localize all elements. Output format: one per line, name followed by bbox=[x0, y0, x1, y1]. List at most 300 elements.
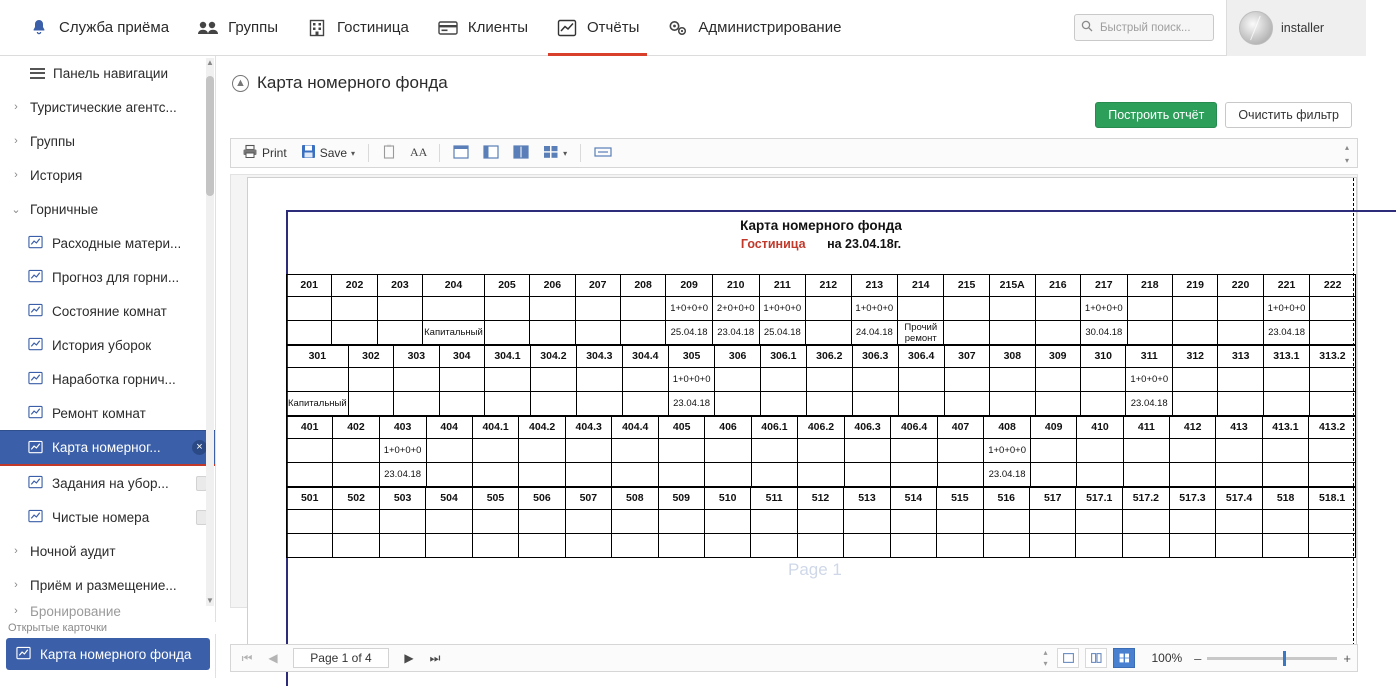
room-value-cell bbox=[348, 392, 393, 416]
sidebar-item-booking[interactable] bbox=[0, 602, 215, 620]
room-value-cell: 1+0+0+0 bbox=[851, 297, 898, 321]
room-data-row bbox=[287, 463, 1356, 487]
room-number-cell: 213 bbox=[851, 275, 898, 297]
sidebar-item-night-audit[interactable] bbox=[0, 534, 215, 568]
room-value-cell bbox=[944, 297, 989, 321]
room-value-cell bbox=[379, 534, 425, 558]
report-viewer[interactable] bbox=[230, 174, 1358, 608]
room-value-cell bbox=[348, 368, 393, 392]
sidebar-item-label: Чистые номера bbox=[52, 509, 150, 525]
room-value-cell bbox=[377, 321, 422, 345]
first-page-button[interactable]: ⏮ bbox=[241, 650, 253, 665]
sidebar-item-label: Группы bbox=[30, 133, 75, 149]
room-header-row bbox=[287, 346, 1356, 368]
room-value-cell bbox=[797, 510, 843, 534]
room-number-cell: 304.4 bbox=[622, 346, 668, 368]
view-mode-two-button[interactable] bbox=[1085, 648, 1107, 668]
build-report-button[interactable]: Построить отчёт bbox=[1095, 102, 1217, 128]
room-number-cell: 510 bbox=[704, 488, 750, 510]
room-value-cell bbox=[705, 463, 751, 487]
toolbar-separator bbox=[580, 144, 581, 162]
room-value-cell bbox=[394, 368, 439, 392]
zoom-slider-knob[interactable] bbox=[1283, 651, 1286, 666]
clear-filter-button[interactable]: Очистить фильтр bbox=[1225, 102, 1352, 128]
room-number-cell: 313 bbox=[1218, 346, 1263, 368]
view-mode-single-button[interactable] bbox=[1057, 648, 1079, 668]
zoom-in-button[interactable]: + bbox=[1343, 650, 1351, 666]
chart-icon bbox=[556, 17, 578, 39]
room-number-cell: 304.1 bbox=[484, 346, 530, 368]
room-number-cell: 206 bbox=[530, 275, 575, 297]
room-value-cell bbox=[1309, 368, 1355, 392]
room-value-cell bbox=[1173, 392, 1218, 416]
report-icon bbox=[16, 646, 32, 662]
room-value-cell bbox=[1216, 463, 1262, 487]
room-value-cell bbox=[852, 392, 898, 416]
room-value-cell bbox=[806, 392, 852, 416]
room-value-cell: 23.04.18 bbox=[379, 463, 426, 487]
report-icon bbox=[28, 269, 44, 285]
room-value-cell bbox=[519, 463, 566, 487]
report-icon bbox=[28, 509, 44, 525]
sidebar-item-travel-agencies[interactable] bbox=[0, 90, 215, 124]
room-number-cell: 503 bbox=[379, 488, 425, 510]
room-value-cell bbox=[1123, 510, 1170, 534]
room-value-cell bbox=[704, 510, 750, 534]
sidebar-item-label: Задания на убор... bbox=[52, 475, 169, 491]
find-button[interactable] bbox=[405, 142, 431, 164]
room-number-cell: 406.3 bbox=[844, 417, 891, 439]
user-menu[interactable] bbox=[1226, 0, 1366, 56]
room-value-cell bbox=[1309, 534, 1356, 558]
two-page-view-button[interactable] bbox=[508, 142, 534, 164]
room-value-cell bbox=[426, 463, 472, 487]
room-value-cell bbox=[333, 439, 379, 463]
room-value-cell: Капитальный bbox=[423, 321, 485, 345]
room-number-cell: 301 bbox=[287, 346, 349, 368]
room-number-cell: 215 bbox=[944, 275, 989, 297]
room-number-cell: 313.2 bbox=[1309, 346, 1355, 368]
report-hotel-name: Гостиница bbox=[740, 237, 806, 251]
room-value-cell bbox=[1216, 510, 1263, 534]
room-number-cell: 205 bbox=[484, 275, 529, 297]
room-number-cell: 306 bbox=[715, 346, 760, 368]
room-number-cell: 513 bbox=[844, 488, 890, 510]
action-row bbox=[216, 96, 1366, 128]
room-number-cell: 517.4 bbox=[1216, 488, 1263, 510]
room-value-cell bbox=[1170, 463, 1216, 487]
room-value-cell bbox=[1216, 439, 1262, 463]
open-card-label: Карта номерного фонда bbox=[40, 646, 192, 662]
room-number-cell: 219 bbox=[1173, 275, 1218, 297]
room-number-cell: 308 bbox=[990, 346, 1035, 368]
pager-spinner[interactable]: ▴ ▾ bbox=[1043, 648, 1048, 668]
room-value-cell bbox=[1035, 368, 1080, 392]
room-value-cell bbox=[891, 439, 938, 463]
people-icon bbox=[197, 17, 219, 39]
room-header-row bbox=[287, 417, 1356, 439]
room-number-cell: 517.3 bbox=[1169, 488, 1216, 510]
sidebar-item-groups[interactable] bbox=[0, 124, 215, 158]
room-block-2 bbox=[286, 416, 1356, 487]
nav-item-hotel[interactable] bbox=[292, 0, 423, 56]
save-icon bbox=[301, 144, 316, 162]
room-value-cell bbox=[530, 368, 576, 392]
sidebar-item-label: Бронирование bbox=[30, 603, 121, 619]
room-block-0 bbox=[286, 274, 1356, 345]
room-value-cell bbox=[612, 510, 658, 534]
page-width-button[interactable] bbox=[589, 142, 617, 164]
room-value-cell bbox=[937, 510, 983, 534]
room-value-cell bbox=[1262, 510, 1308, 534]
scrollbar-thumb[interactable] bbox=[206, 76, 214, 196]
report-toolbar bbox=[230, 138, 1358, 168]
room-value-cell bbox=[1263, 368, 1309, 392]
room-number-cell: 309 bbox=[1035, 346, 1080, 368]
room-value-cell bbox=[565, 534, 611, 558]
room-value-cell bbox=[565, 463, 612, 487]
room-number-cell: 212 bbox=[806, 275, 851, 297]
room-value-cell bbox=[1310, 297, 1356, 321]
room-number-cell: 216 bbox=[1035, 275, 1080, 297]
sidebar-item-label: История bbox=[30, 167, 83, 183]
room-value-cell bbox=[287, 368, 349, 392]
room-map-grid bbox=[286, 274, 1356, 558]
room-value-cell bbox=[891, 463, 938, 487]
room-value-cell: 1+0+0+0 bbox=[1263, 297, 1310, 321]
room-value-cell bbox=[426, 439, 472, 463]
room-value-cell bbox=[937, 534, 983, 558]
nav-item-label: Гостиница bbox=[337, 19, 409, 36]
room-value-cell bbox=[484, 321, 529, 345]
room-value-cell bbox=[983, 534, 1029, 558]
room-value-cell bbox=[287, 463, 333, 487]
gears-icon bbox=[667, 17, 689, 39]
room-number-cell: 505 bbox=[472, 488, 518, 510]
nav-item-reception[interactable] bbox=[14, 0, 183, 56]
room-value-cell bbox=[1263, 392, 1309, 416]
chevron-down-icon[interactable]: ▾ bbox=[563, 148, 568, 158]
room-value-cell bbox=[612, 534, 658, 558]
room-value-cell bbox=[439, 392, 484, 416]
building-icon bbox=[306, 17, 328, 39]
nav-item-administration[interactable] bbox=[653, 0, 855, 56]
room-number-cell: 310 bbox=[1080, 346, 1125, 368]
room-value-cell bbox=[806, 368, 852, 392]
room-number-cell: 313.1 bbox=[1263, 346, 1309, 368]
two-page-icon bbox=[513, 145, 529, 162]
room-number-cell: 517.1 bbox=[1076, 488, 1123, 510]
room-value-cell bbox=[1262, 439, 1309, 463]
multi-page-view-button[interactable] bbox=[538, 142, 572, 164]
room-value-cell bbox=[898, 368, 944, 392]
single-page-icon bbox=[453, 145, 469, 162]
room-value-cell bbox=[1309, 510, 1356, 534]
last-page-button[interactable]: ⏭ bbox=[429, 650, 441, 665]
room-value-cell bbox=[1310, 321, 1356, 345]
room-value-cell bbox=[1029, 510, 1075, 534]
sidebar-item-room-repair[interactable] bbox=[0, 396, 215, 430]
continuous-page-icon bbox=[483, 145, 499, 162]
save-label: Save bbox=[319, 146, 348, 160]
room-value-cell bbox=[798, 439, 845, 463]
room-value-cell bbox=[1169, 534, 1216, 558]
room-value-cell bbox=[530, 392, 576, 416]
sidebar-item-housekeeper-workload[interactable] bbox=[0, 362, 215, 396]
room-value-cell: 24.04.18 bbox=[851, 321, 898, 345]
sidebar-item-clean-rooms[interactable] bbox=[0, 500, 215, 534]
room-header-row bbox=[287, 488, 1356, 510]
room-value-cell bbox=[890, 534, 936, 558]
room-value-cell bbox=[1077, 463, 1123, 487]
room-value-cell bbox=[530, 321, 575, 345]
room-number-cell: 411 bbox=[1123, 417, 1169, 439]
room-value-cell: 23.04.18 bbox=[668, 392, 715, 416]
collapse-up-icon[interactable]: ▲ bbox=[232, 75, 249, 92]
room-value-cell: 23.04.18 bbox=[1126, 392, 1173, 416]
scroll-down-icon[interactable]: ▼ bbox=[206, 596, 214, 605]
next-page-button[interactable]: ▶ bbox=[404, 651, 414, 665]
room-number-cell: 413.1 bbox=[1262, 417, 1309, 439]
sidebar-item-housekeeping[interactable] bbox=[0, 192, 215, 226]
room-value-cell bbox=[890, 510, 936, 534]
report-body bbox=[286, 210, 1356, 646]
room-number-cell: 208 bbox=[620, 275, 665, 297]
room-number-cell: 406.2 bbox=[798, 417, 845, 439]
room-value-cell bbox=[937, 463, 983, 487]
room-value-cell bbox=[1123, 439, 1169, 463]
room-data-row bbox=[287, 368, 1356, 392]
chevron-down-icon[interactable]: ▾ bbox=[351, 148, 356, 158]
room-number-cell: 304.2 bbox=[530, 346, 576, 368]
room-value-cell bbox=[705, 439, 751, 463]
room-value-cell: 1+0+0+0 bbox=[1081, 297, 1128, 321]
room-value-cell bbox=[287, 510, 333, 534]
room-number-cell: 518.1 bbox=[1309, 488, 1356, 510]
sidebar-item-label: Прогноз для горни... bbox=[52, 269, 180, 285]
hamburger-icon bbox=[30, 68, 45, 79]
sidebar-item-cleaning-tasks[interactable] bbox=[0, 466, 215, 500]
room-value-cell bbox=[612, 439, 659, 463]
room-value-cell bbox=[575, 297, 620, 321]
top-navigation bbox=[0, 0, 1366, 56]
nav-item-groups[interactable] bbox=[183, 0, 292, 56]
room-value-cell bbox=[1218, 368, 1263, 392]
room-number-cell: 401 bbox=[287, 417, 333, 439]
room-value-cell bbox=[1216, 534, 1263, 558]
room-number-cell: 214 bbox=[898, 275, 944, 297]
copy-button[interactable] bbox=[377, 142, 401, 164]
room-value-cell bbox=[1218, 392, 1263, 416]
room-value-cell bbox=[530, 297, 575, 321]
copy-icon bbox=[382, 144, 396, 162]
nav-item-label: Служба приёма bbox=[59, 19, 170, 36]
room-value-cell bbox=[576, 392, 622, 416]
room-value-cell bbox=[1309, 439, 1356, 463]
sidebar-item-consumables[interactable] bbox=[0, 226, 215, 260]
room-number-cell: 204 bbox=[423, 275, 485, 297]
room-number-cell: 518 bbox=[1262, 488, 1308, 510]
room-value-cell: 30.04.18 bbox=[1081, 321, 1128, 345]
nav-item-reports[interactable] bbox=[542, 0, 653, 56]
room-number-cell: 209 bbox=[666, 275, 713, 297]
report-page bbox=[247, 177, 1357, 647]
room-number-cell: 412 bbox=[1170, 417, 1216, 439]
room-value-cell bbox=[519, 439, 566, 463]
sidebar-item-room-status[interactable] bbox=[0, 294, 215, 328]
room-value-cell bbox=[484, 297, 529, 321]
room-number-cell: 304 bbox=[439, 346, 484, 368]
room-value-cell: 1+0+0+0 bbox=[759, 297, 806, 321]
room-value-cell bbox=[1262, 463, 1309, 487]
zoom-out-button[interactable]: – bbox=[1194, 650, 1202, 666]
sidebar-item-housekeeper-forecast[interactable] bbox=[0, 260, 215, 294]
room-value-cell bbox=[852, 368, 898, 392]
sidebar-scrollbar[interactable] bbox=[206, 58, 214, 606]
page-indicator[interactable]: Page 1 of 4 bbox=[293, 648, 389, 668]
room-value-cell: 1+0+0+0 bbox=[1126, 368, 1173, 392]
multi-page-icon bbox=[543, 145, 559, 162]
report-pager bbox=[230, 644, 1358, 672]
room-number-cell: 507 bbox=[565, 488, 611, 510]
room-number-cell: 304.3 bbox=[576, 346, 622, 368]
single-page-view-button[interactable] bbox=[448, 142, 474, 164]
quick-search[interactable] bbox=[1074, 14, 1214, 41]
room-value-cell: Прочий ремонт bbox=[898, 321, 944, 345]
room-value-cell bbox=[798, 463, 845, 487]
search-icon bbox=[1081, 20, 1093, 35]
zoom-slider[interactable] bbox=[1207, 657, 1337, 660]
sidebar-item-label: Приём и размещение... bbox=[30, 577, 177, 593]
room-number-cell: 312 bbox=[1173, 346, 1218, 368]
sidebar-item-navigation-panel[interactable] bbox=[0, 56, 215, 90]
scroll-up-icon[interactable]: ▲ bbox=[206, 58, 214, 67]
room-number-cell: 306.3 bbox=[852, 346, 898, 368]
room-value-cell bbox=[1218, 297, 1263, 321]
room-value-cell bbox=[844, 463, 891, 487]
room-value-cell bbox=[1170, 439, 1216, 463]
room-value-cell: 1+0+0+0 bbox=[666, 297, 713, 321]
page-header bbox=[216, 56, 1366, 96]
room-value-cell bbox=[1127, 297, 1172, 321]
sidebar-item-label: Расходные матери... bbox=[52, 235, 182, 251]
nav-item-clients[interactable] bbox=[423, 0, 542, 56]
room-value-cell: 25.04.18 bbox=[759, 321, 806, 345]
report-icon bbox=[28, 475, 44, 491]
nav-item-label: Клиенты bbox=[467, 19, 529, 36]
room-value-cell: 23.04.18 bbox=[984, 463, 1031, 487]
room-value-cell bbox=[394, 392, 439, 416]
room-value-cell: 23.04.18 bbox=[712, 321, 759, 345]
chevron-right-icon: › bbox=[14, 169, 18, 181]
svg-text:AA: AA bbox=[410, 144, 428, 159]
room-value-cell bbox=[565, 439, 612, 463]
toolbar-separator bbox=[439, 144, 440, 162]
save-button[interactable] bbox=[296, 142, 360, 164]
room-number-cell: 210 bbox=[712, 275, 759, 297]
room-number-cell: 504 bbox=[426, 488, 472, 510]
room-value-cell bbox=[806, 321, 851, 345]
room-value-cell bbox=[287, 321, 332, 345]
room-value-cell bbox=[659, 439, 705, 463]
print-label: Print bbox=[262, 146, 287, 160]
open-card-room-map[interactable] bbox=[6, 638, 210, 670]
sidebar-item-cleaning-history[interactable] bbox=[0, 328, 215, 362]
sidebar-item-label: История уборок bbox=[52, 337, 152, 353]
room-number-cell: 306.2 bbox=[806, 346, 852, 368]
chevron-right-icon: › bbox=[14, 579, 18, 591]
room-number-cell: 408 bbox=[984, 417, 1031, 439]
room-number-cell: 406.4 bbox=[891, 417, 938, 439]
room-value-cell bbox=[990, 368, 1035, 392]
close-icon[interactable]: × bbox=[192, 440, 207, 455]
room-value-cell bbox=[1080, 392, 1125, 416]
room-value-cell: 1+0+0+0 bbox=[668, 368, 715, 392]
room-number-cell: 305 bbox=[668, 346, 715, 368]
report-icon bbox=[28, 337, 44, 353]
continuous-page-view-button[interactable] bbox=[478, 142, 504, 164]
sidebar-item-room-map[interactable] bbox=[0, 430, 215, 464]
report-title: Карта номерного фонда bbox=[740, 218, 902, 233]
room-value-cell bbox=[622, 368, 668, 392]
room-value-cell bbox=[1169, 510, 1216, 534]
room-data-row bbox=[287, 534, 1356, 558]
room-value-cell bbox=[844, 439, 891, 463]
room-value-cell bbox=[1031, 463, 1077, 487]
report-icon bbox=[28, 235, 44, 251]
room-number-cell: 306.1 bbox=[760, 346, 806, 368]
room-value-cell bbox=[484, 392, 530, 416]
room-number-cell: 302 bbox=[348, 346, 393, 368]
room-value-cell bbox=[620, 321, 665, 345]
room-value-cell bbox=[1262, 534, 1308, 558]
room-value-cell bbox=[989, 321, 1035, 345]
room-number-cell: 404.2 bbox=[519, 417, 566, 439]
room-header-row bbox=[287, 275, 1356, 297]
report-icon bbox=[28, 371, 44, 387]
toolbar-overflow[interactable]: ▴ ▾ bbox=[1344, 143, 1349, 165]
nav-item-label: Администрирование bbox=[698, 19, 842, 36]
room-value-cell: 25.04.18 bbox=[666, 321, 713, 345]
search-input[interactable] bbox=[1098, 21, 1208, 35]
room-value-cell bbox=[519, 510, 565, 534]
room-value-cell bbox=[472, 510, 518, 534]
room-value-cell bbox=[1077, 439, 1123, 463]
print-button[interactable] bbox=[237, 142, 292, 164]
prev-page-button[interactable]: ◀ bbox=[268, 651, 278, 665]
room-value-cell bbox=[332, 321, 377, 345]
sidebar bbox=[0, 56, 216, 678]
sidebar-item-reception-accommodation[interactable] bbox=[0, 568, 215, 602]
room-value-cell bbox=[1080, 368, 1125, 392]
page-watermark: Page 1 bbox=[788, 560, 842, 579]
room-number-cell: 413 bbox=[1216, 417, 1262, 439]
room-number-cell: 404.1 bbox=[472, 417, 519, 439]
room-value-cell bbox=[760, 392, 806, 416]
room-number-cell: 404.4 bbox=[612, 417, 659, 439]
sidebar-item-history[interactable] bbox=[0, 158, 215, 192]
find-icon bbox=[410, 145, 426, 162]
chevron-right-icon: › bbox=[14, 135, 18, 147]
user-name: installer bbox=[1281, 21, 1325, 35]
view-mode-grid-button[interactable] bbox=[1113, 648, 1135, 668]
room-data-row bbox=[287, 392, 1356, 416]
room-number-cell: 404.3 bbox=[565, 417, 612, 439]
room-value-cell bbox=[944, 368, 989, 392]
room-value-cell bbox=[760, 368, 806, 392]
room-number-cell: 508 bbox=[612, 488, 658, 510]
room-value-cell bbox=[898, 392, 944, 416]
